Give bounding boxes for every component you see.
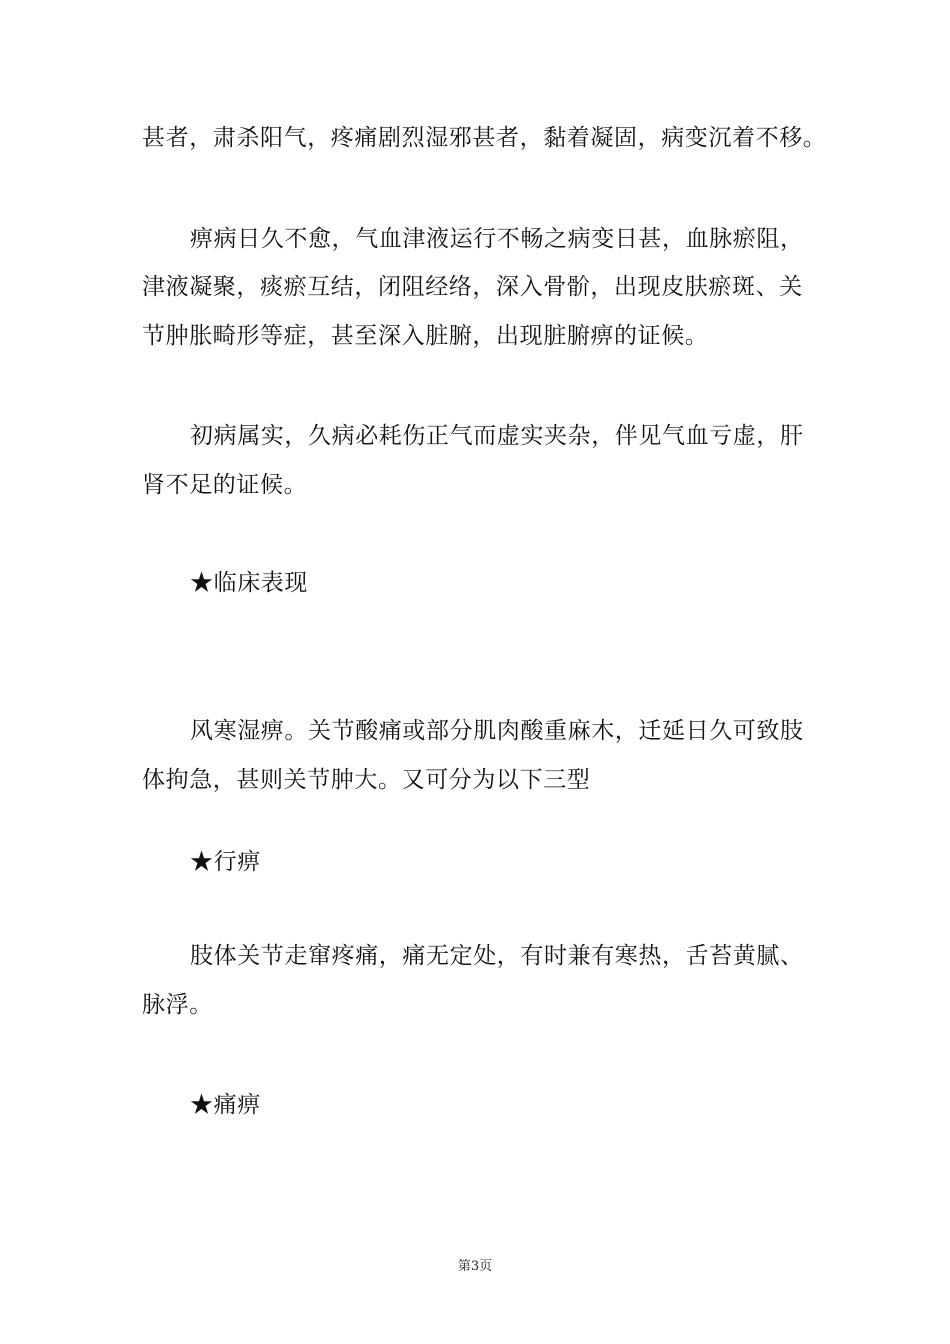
text-line: 初病属实，久病必耗伤正气而虚实夹杂，伴见气血亏虚，肝 <box>190 423 804 449</box>
text-line: 肾不足的证候。 <box>142 472 308 498</box>
section-heading: ★行痹 <box>190 849 261 875</box>
section-heading: ★痛痹 <box>190 1092 261 1118</box>
page-number: 第3页 <box>457 1259 493 1274</box>
text-line: 津液凝聚，痰瘀互结，闭阻经络，深入骨骱，出现皮肤瘀斑、关 <box>142 274 803 300</box>
text-line: 节肿胀畸形等症，甚至深入脏腑，出现脏腑痹的证候。 <box>142 323 709 349</box>
text-line: 甚者，肃杀阳气，疼痛剧烈湿邪甚者，黏着凝固，病变沉着不移。 <box>142 125 827 151</box>
text-line: 脉浮。 <box>142 992 213 1018</box>
section-heading: ★临床表现 <box>190 570 308 596</box>
text-line: 风寒湿痹。关节酸痛或部分肌肉酸重麻木，迁延日久可致肢 <box>190 718 804 744</box>
text-line: 体拘急，甚则关节肿大。又可分为以下三型 <box>142 767 591 793</box>
text-line: 痹病日久不愈，气血津液运行不畅之病变日甚，血脉瘀阻， <box>190 226 804 252</box>
text-line: 肢体关节走窜疼痛，痛无定处，有时兼有寒热，舌苔黄腻、 <box>190 943 804 969</box>
